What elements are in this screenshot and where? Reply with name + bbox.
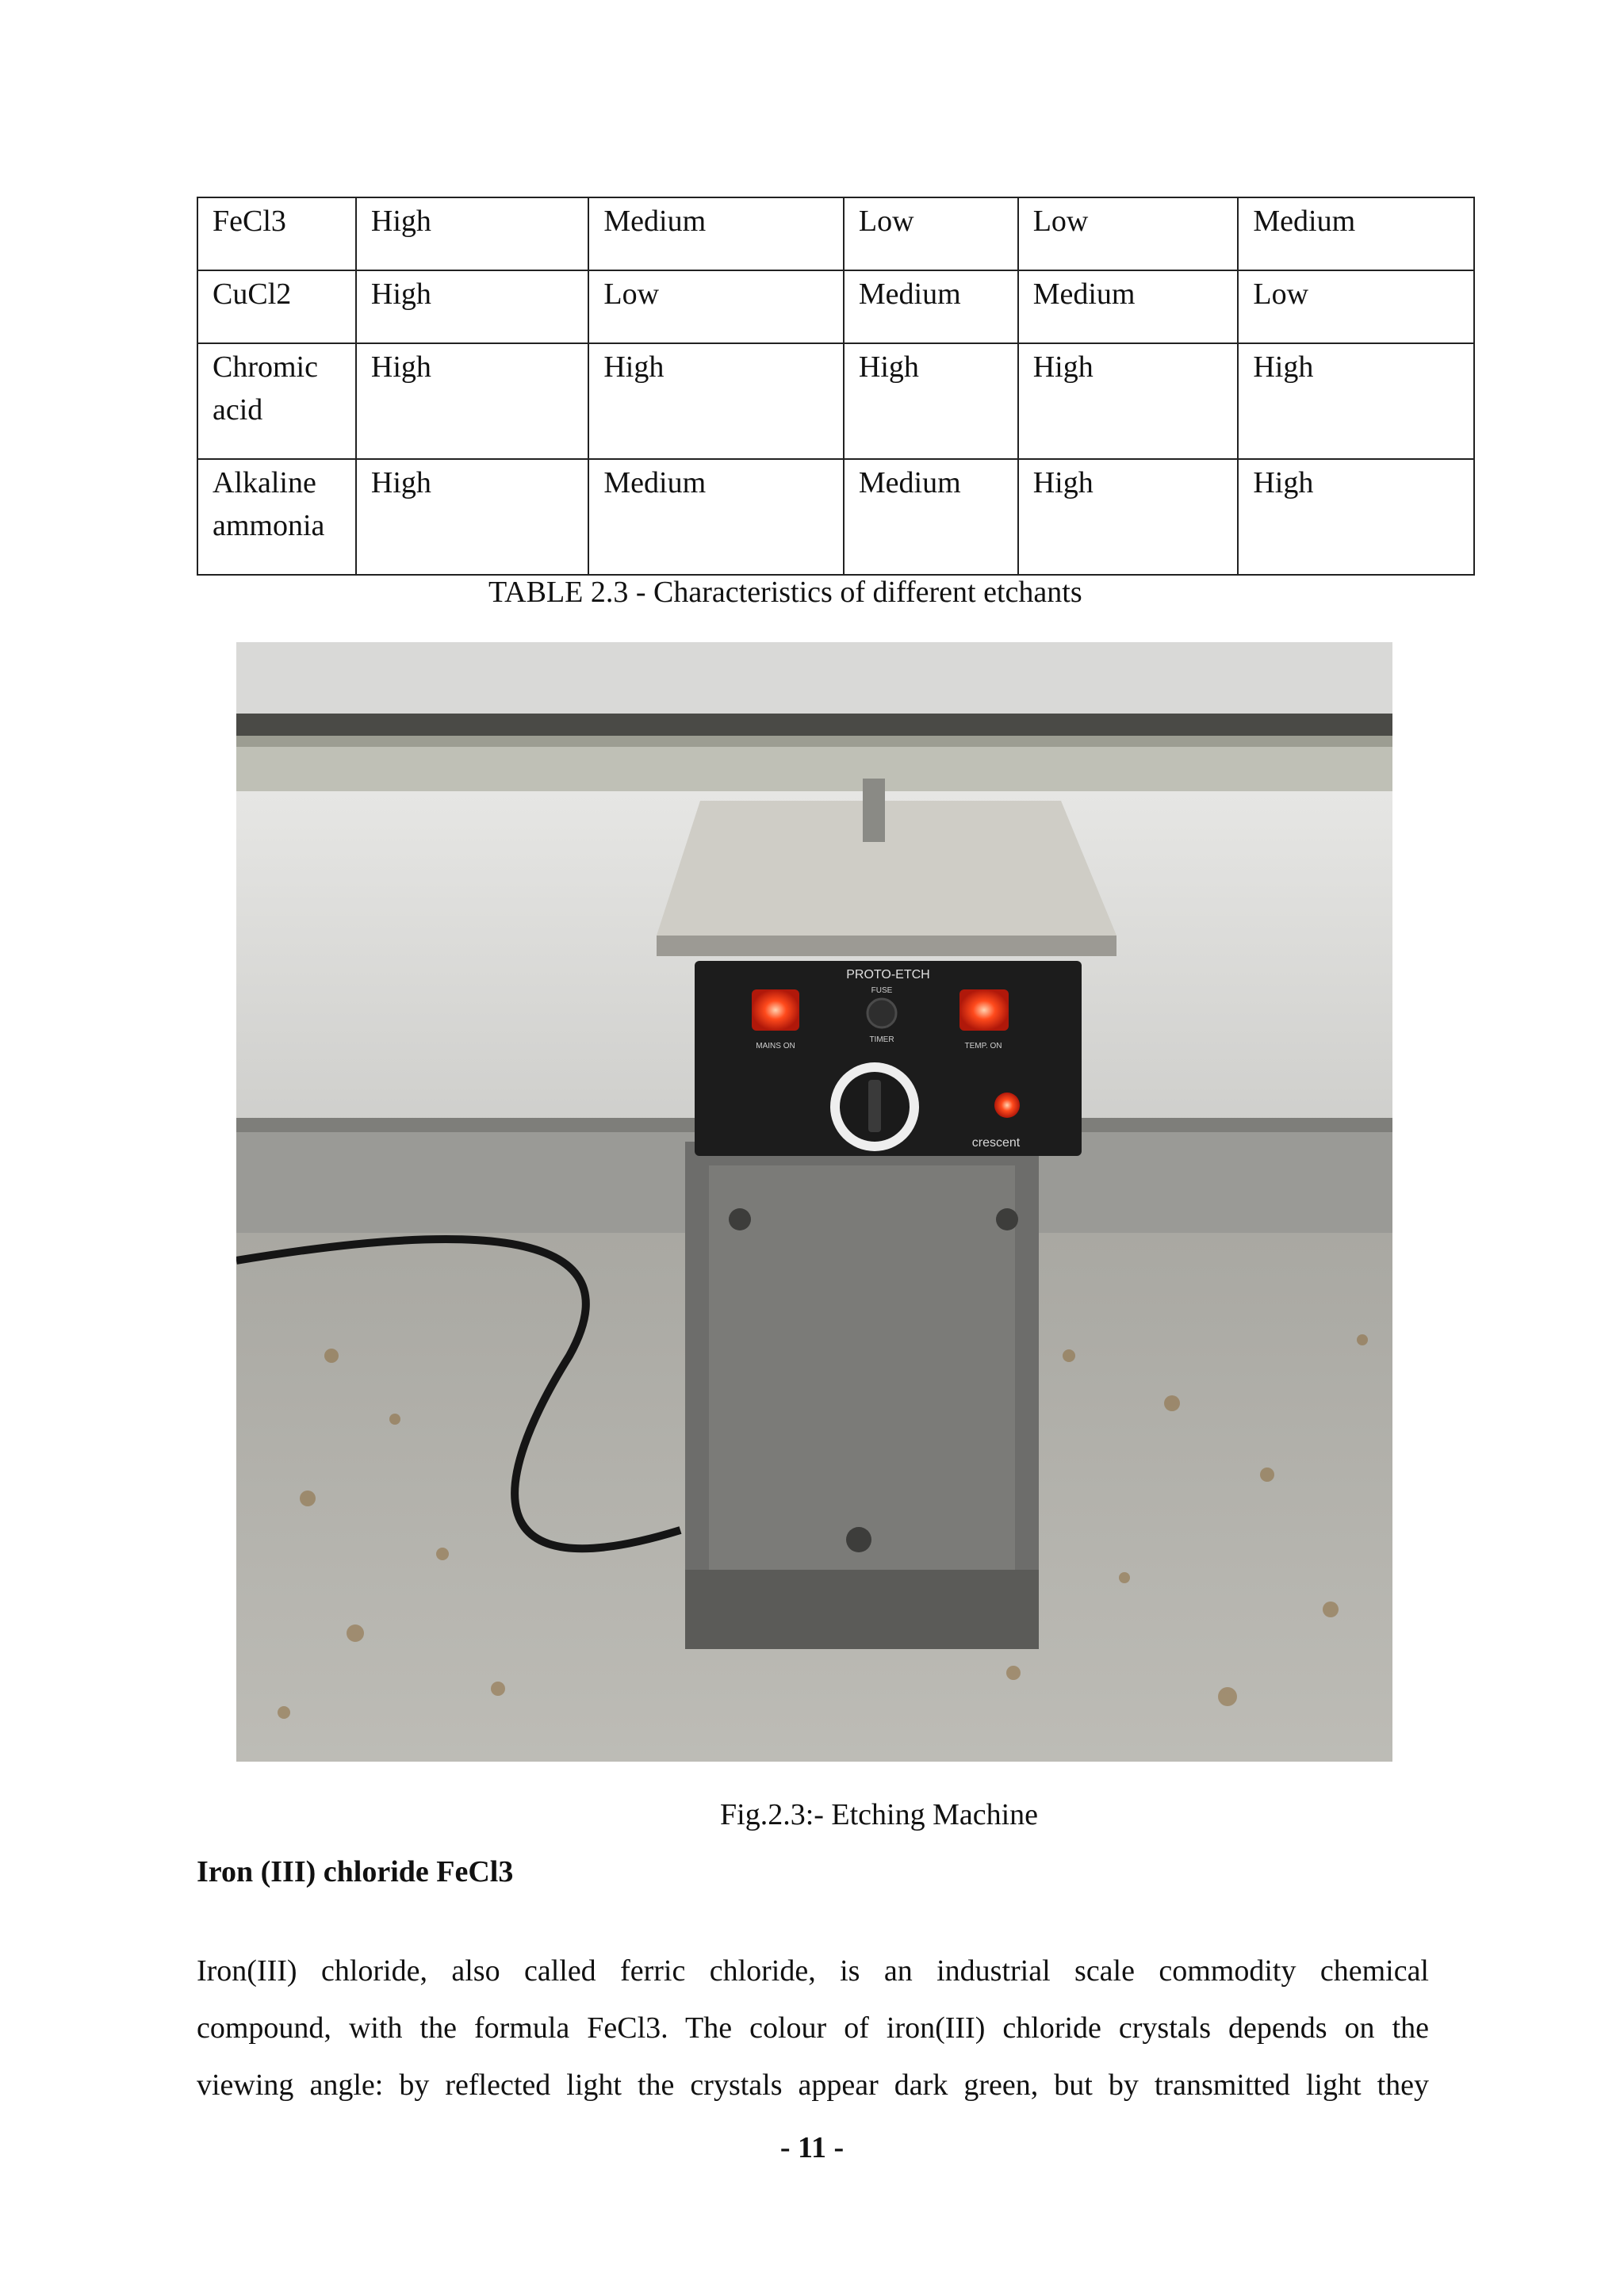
table-cell: Low — [1238, 270, 1474, 343]
table-cell: Medium — [844, 270, 1018, 343]
table-cell: High — [356, 343, 588, 459]
temp-lamp — [959, 989, 1009, 1031]
figure-caption: Fig.2.3:- Etching Machine — [720, 1798, 1039, 1831]
table-cell: High — [356, 270, 588, 343]
mains-lamp — [752, 989, 799, 1031]
fuse-knob — [868, 999, 896, 1027]
table-cell: Low — [1018, 197, 1239, 270]
indicator-lamp — [994, 1093, 1020, 1118]
paragraph-line: compound, with the formula FeCl3. The colour of iron(III) chloride crystals depends on the — [197, 2011, 1429, 2045]
paragraph-line: Iron(III) chloride, also called ferric chloride, is an industrial scale commodity chemical — [197, 1954, 1429, 1988]
machine-label-text: PROTO-ETCH — [846, 968, 930, 982]
table-cell: High — [356, 197, 588, 270]
table-row — [197, 197, 1474, 270]
table-cell: High — [356, 459, 588, 575]
table-cell: Alkaline ammonia — [197, 459, 356, 575]
fuse-label-text: FUSE — [871, 986, 893, 995]
section-heading: Iron (III) chloride FeCl3 — [197, 1855, 514, 1888]
table-row — [197, 343, 1474, 459]
table-cell: Chromic acid — [197, 343, 356, 459]
table-cell: High — [1238, 459, 1474, 575]
temp-label-text: TEMP. ON — [964, 1042, 1002, 1050]
table-cell: Medium — [1018, 270, 1239, 343]
table-caption: TABLE 2.3 - Characteristics of different etchants — [488, 576, 1082, 609]
table-cell: CuCl2 — [197, 270, 356, 343]
table-cell: High — [588, 343, 844, 459]
table-cell: High — [1018, 343, 1239, 459]
table-cell: Medium — [588, 197, 844, 270]
table-cell: High — [844, 343, 1018, 459]
mains-label-text: MAINS ON — [756, 1042, 795, 1050]
table-cell: Medium — [588, 459, 844, 575]
table-row — [197, 459, 1474, 575]
brand-label-text: crescent — [971, 1136, 1021, 1150]
paragraph-line: viewing angle: by reflected light the crystals appear dark green, but by transmitted light they — [197, 2068, 1429, 2102]
table-row — [197, 270, 1474, 343]
table-cell: High — [1238, 343, 1474, 459]
table-cell: Medium — [844, 459, 1018, 575]
table-cell: High — [1018, 459, 1239, 575]
section-paragraph — [197, 1942, 1429, 2114]
table-cell: Medium — [1238, 197, 1474, 270]
etching-machine-photo — [236, 642, 1392, 1762]
table-cell: FeCl3 — [197, 197, 356, 270]
timer-label-text: TIMER — [869, 1035, 894, 1044]
etchant-characteristics-table — [197, 197, 1475, 576]
page-number: - 11 - — [779, 2131, 845, 2164]
table-cell: Low — [588, 270, 844, 343]
table-cell: Low — [844, 197, 1018, 270]
